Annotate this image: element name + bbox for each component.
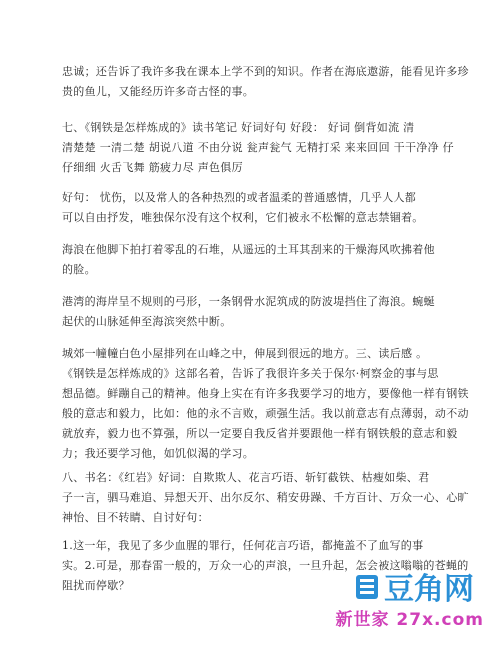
text-line: 阻扰而停歇？ — [62, 579, 130, 592]
text-line: 起伏的山脉延伸至海滨突然中断。 — [62, 315, 232, 328]
text-line: 忠诚；还告诉了我许多我在课本上学不到的知识。作者在海底遨游，能看见许多珍 — [62, 65, 469, 78]
text-line: 清楚楚 一清二楚 胡说八道 不由分说 瓮声瓮气 无精打采 来来回回 干干净净 仔 — [62, 141, 454, 154]
site-watermark — [335, 567, 490, 637]
paragraph-good-sentence — [62, 188, 442, 228]
text-line: 实。2.可是，那春雷一般的，万众一心的声浪，一旦升起，怎会被这嗡嗡的苍蝇的 — [62, 559, 469, 572]
text-line: 可以自由抒发，唯独保尔没有这个权利，它们被永不松懈的意志禁锢着。 — [62, 211, 424, 224]
text-line: 好句： 忧伤，以及常人的各种热烈的或者温柔的普通感情，几乎人人都 — [62, 191, 417, 204]
text-line: 仔细细 火舌飞舞 筋疲力尽 声色俱厉 — [62, 161, 243, 174]
svg-text:豆角网: 豆角网 — [384, 572, 474, 607]
text-line: 力；我还要学习他，如饥似渴的学习。 — [62, 447, 255, 460]
paragraph-haidi-summary — [62, 62, 469, 102]
text-line: 城郊一幢幢白色小屋排列在山峰之中，伸展到很远的地方。三、读后感 。 — [62, 347, 428, 360]
watermark-logo-icon — [356, 567, 488, 607]
text-line: 《钢铁是怎样炼成的》这部名着，告诉了我很许多关于保尔·柯察金的事与思 — [62, 367, 439, 380]
text-line: 七、《钢铁是怎样炼成的》读书笔记 好词好句 好段： 好词 倒背如流 清 — [62, 121, 415, 134]
text-line: 港湾的海岸呈不规则的弓形，一条钢骨水泥筑成的防波堤挡住了海浪。蜿蜒 — [62, 295, 435, 308]
text-line: 子一言，驷马难追、异想天开、出尔反尔、稍安毋躁、千方百计、万众一心、心旷 — [62, 491, 469, 504]
text-line: 般的意志和毅力，比如：他的永不言败，顽强生活。我以前意志有点薄弱，动不动 — [62, 407, 469, 420]
text-line: 八、书名：《红岩》好词：自欺欺人、花言巧语、斩钉截铁、枯瘦如柴、君 — [62, 471, 430, 484]
text-line: 的脸。 — [62, 263, 96, 276]
watermark-site-text: 新世家 27x.com — [335, 610, 484, 630]
paragraph-reflection — [62, 344, 469, 464]
text-line: 1.这一年，我见了多少血腥的罪行，任何花言巧语，都掩盖不了血写的事 — [62, 539, 424, 552]
paragraph-gangtie-words — [62, 118, 454, 178]
text-line: 想品德。鲜蹦自己的精神。他身上实在有许多我要学习的地方，要像他一样有钢铁 — [62, 387, 469, 400]
text-line: 贵的鱼儿，又能经历许多奇古怪的事。 — [62, 85, 255, 98]
paragraph-waves — [62, 240, 442, 280]
paragraph-hongyan-words — [62, 468, 469, 528]
paragraph-harbor — [62, 292, 442, 332]
text-line: 神怡、目不转睛、自讨好句： — [62, 511, 209, 524]
text-line: 就放弃，毅力也不算强，所以一定要自我反省并要跟他一样有钢铁般的意志和毅 — [62, 427, 458, 440]
text-line: 海浪在他脚下拍打着零乱的石堆，从遥远的土耳其刮来的干燥海风吹拂着他 — [62, 243, 435, 256]
